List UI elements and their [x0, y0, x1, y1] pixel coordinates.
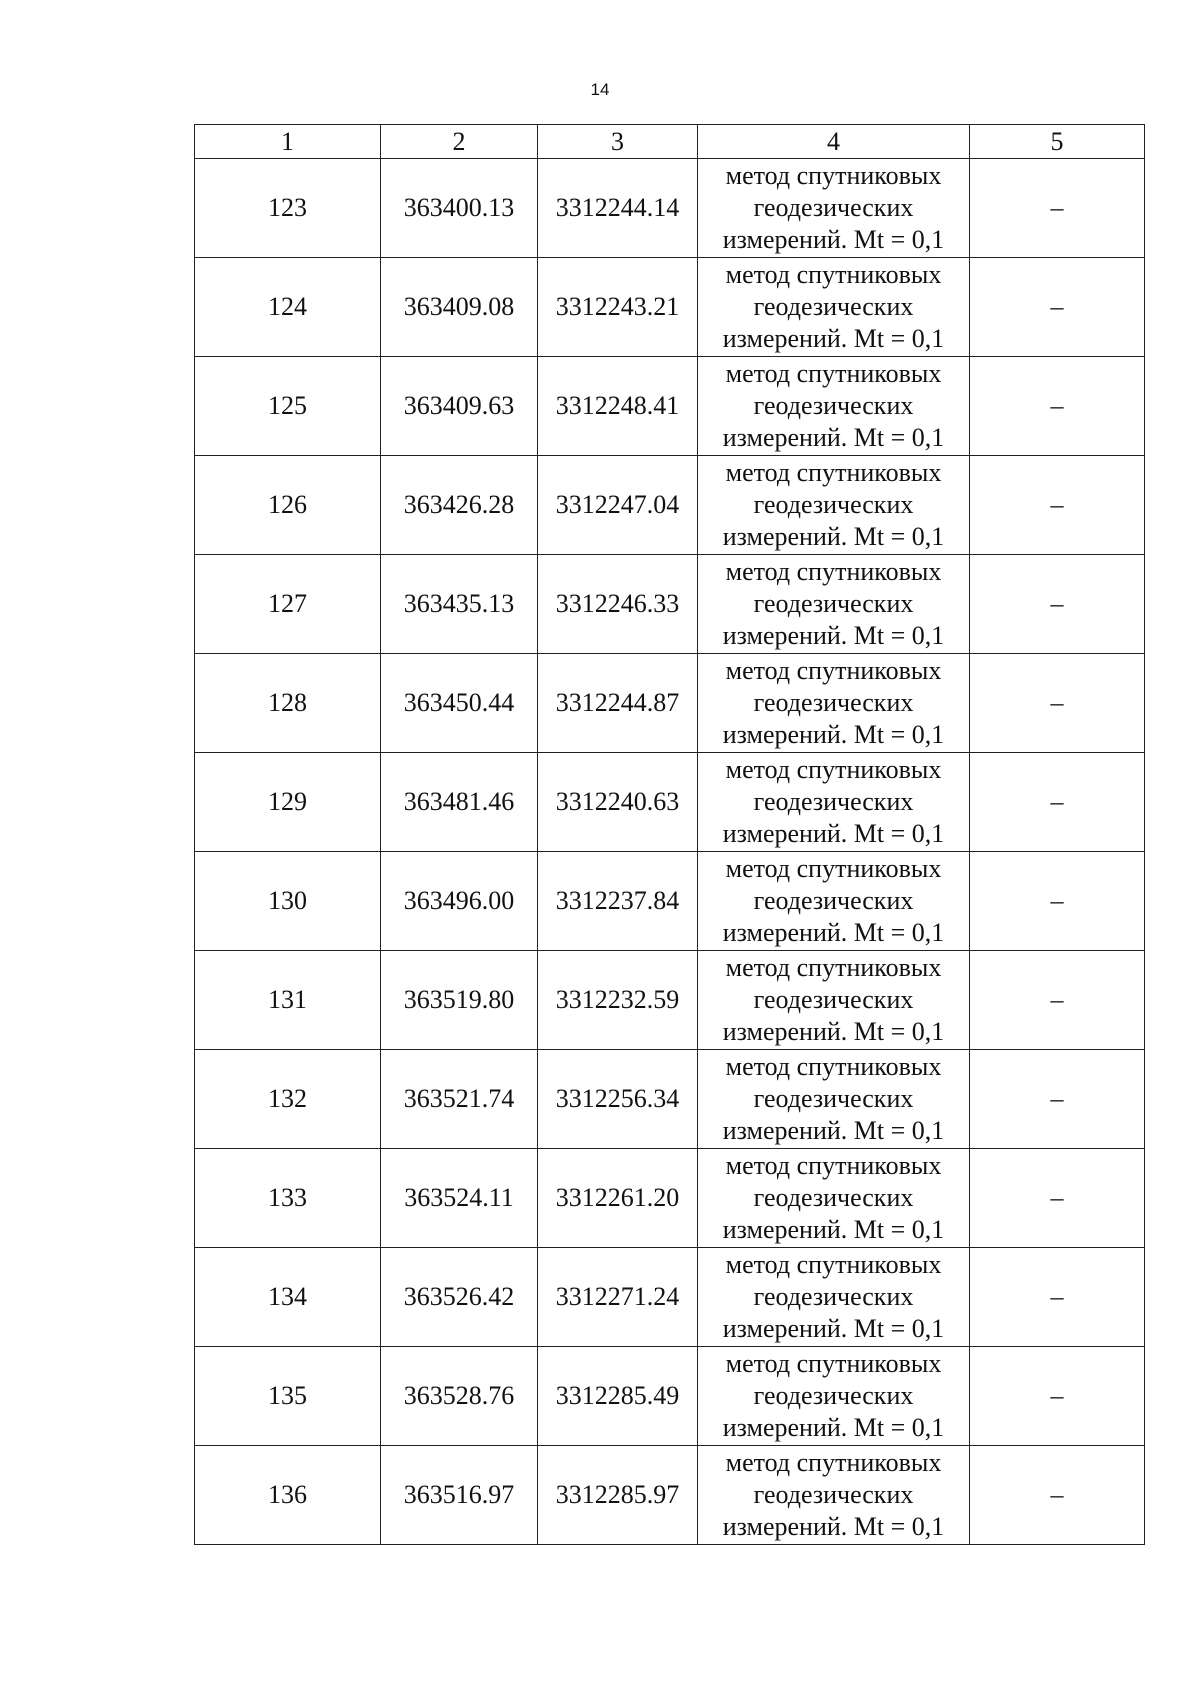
- y-coordinate-cell: 3312285.97: [538, 1446, 698, 1545]
- y-coordinate-cell: 3312246.33: [538, 555, 698, 654]
- x-coordinate-cell: 363426.28: [381, 456, 538, 555]
- method-cell: метод спутниковых геодезических измерений. Mt = 0,1: [698, 357, 970, 456]
- column-header-4: 4: [698, 125, 970, 159]
- note-cell: –: [970, 456, 1145, 555]
- method-cell: метод спутниковых геодезических измерений. Mt = 0,1: [698, 1446, 970, 1545]
- table-row: [195, 654, 1145, 753]
- table-row: [195, 1248, 1145, 1347]
- table-row: [195, 852, 1145, 951]
- x-coordinate-cell: 363526.42: [381, 1248, 538, 1347]
- method-cell: метод спутниковых геодезических измерений. Mt = 0,1: [698, 1149, 970, 1248]
- note-cell: –: [970, 753, 1145, 852]
- x-coordinate-cell: 363481.46: [381, 753, 538, 852]
- note-cell: –: [970, 951, 1145, 1050]
- note-cell: –: [970, 1347, 1145, 1446]
- point-number-cell: 136: [195, 1446, 381, 1545]
- table-row: [195, 1149, 1145, 1248]
- point-number-cell: 132: [195, 1050, 381, 1149]
- point-number-cell: 126: [195, 456, 381, 555]
- table-row: [195, 1347, 1145, 1446]
- x-coordinate-cell: 363435.13: [381, 555, 538, 654]
- table-row: [195, 456, 1145, 555]
- note-cell: –: [970, 654, 1145, 753]
- table-row: [195, 753, 1145, 852]
- y-coordinate-cell: 3312240.63: [538, 753, 698, 852]
- table-header-row: [195, 125, 1145, 159]
- point-number-cell: 135: [195, 1347, 381, 1446]
- x-coordinate-cell: 363409.08: [381, 258, 538, 357]
- point-number-cell: 130: [195, 852, 381, 951]
- x-coordinate-cell: 363516.97: [381, 1446, 538, 1545]
- x-coordinate-cell: 363519.80: [381, 951, 538, 1050]
- y-coordinate-cell: 3312256.34: [538, 1050, 698, 1149]
- note-cell: –: [970, 357, 1145, 456]
- column-header-1: 1: [195, 125, 381, 159]
- table-row: [195, 1446, 1145, 1545]
- method-cell: метод спутниковых геодезических измерений. Mt = 0,1: [698, 951, 970, 1050]
- point-number-cell: 131: [195, 951, 381, 1050]
- method-cell: метод спутниковых геодезических измерений. Mt = 0,1: [698, 1347, 970, 1446]
- y-coordinate-cell: 3312271.24: [538, 1248, 698, 1347]
- method-cell: метод спутниковых геодезических измерений. Mt = 0,1: [698, 1050, 970, 1149]
- column-header-3: 3: [538, 125, 698, 159]
- y-coordinate-cell: 3312237.84: [538, 852, 698, 951]
- method-cell: метод спутниковых геодезических измерений. Mt = 0,1: [698, 753, 970, 852]
- point-number-cell: 124: [195, 258, 381, 357]
- note-cell: –: [970, 1050, 1145, 1149]
- column-header-2: 2: [381, 125, 538, 159]
- note-cell: –: [970, 555, 1145, 654]
- method-cell: метод спутниковых геодезических измерений. Mt = 0,1: [698, 654, 970, 753]
- method-cell: метод спутниковых геодезических измерений. Mt = 0,1: [698, 258, 970, 357]
- y-coordinate-cell: 3312261.20: [538, 1149, 698, 1248]
- page-number: 14: [590, 80, 610, 99]
- coordinates-table: [194, 124, 1145, 1545]
- x-coordinate-cell: 363400.13: [381, 159, 538, 258]
- table-row: [195, 555, 1145, 654]
- y-coordinate-cell: 3312247.04: [538, 456, 698, 555]
- column-header-5: 5: [970, 125, 1145, 159]
- point-number-cell: 133: [195, 1149, 381, 1248]
- note-cell: –: [970, 1248, 1145, 1347]
- table-row: [195, 258, 1145, 357]
- method-cell: метод спутниковых геодезических измерений. Mt = 0,1: [698, 555, 970, 654]
- x-coordinate-cell: 363409.63: [381, 357, 538, 456]
- y-coordinate-cell: 3312248.41: [538, 357, 698, 456]
- note-cell: –: [970, 258, 1145, 357]
- note-cell: –: [970, 1446, 1145, 1545]
- method-cell: метод спутниковых геодезических измерений. Mt = 0,1: [698, 1248, 970, 1347]
- note-cell: –: [970, 852, 1145, 951]
- table-row: [195, 159, 1145, 258]
- note-cell: –: [970, 159, 1145, 258]
- y-coordinate-cell: 3312244.87: [538, 654, 698, 753]
- table-body: [195, 159, 1145, 1545]
- point-number-cell: 134: [195, 1248, 381, 1347]
- x-coordinate-cell: 363524.11: [381, 1149, 538, 1248]
- table-row: [195, 357, 1145, 456]
- point-number-cell: 127: [195, 555, 381, 654]
- point-number-cell: 128: [195, 654, 381, 753]
- method-cell: метод спутниковых геодезических измерений. Mt = 0,1: [698, 159, 970, 258]
- x-coordinate-cell: 363496.00: [381, 852, 538, 951]
- point-number-cell: 129: [195, 753, 381, 852]
- y-coordinate-cell: 3312243.21: [538, 258, 698, 357]
- note-cell: –: [970, 1149, 1145, 1248]
- y-coordinate-cell: 3312285.49: [538, 1347, 698, 1446]
- point-number-cell: 123: [195, 159, 381, 258]
- table-row: [195, 1050, 1145, 1149]
- method-cell: метод спутниковых геодезических измерений. Mt = 0,1: [698, 852, 970, 951]
- x-coordinate-cell: 363450.44: [381, 654, 538, 753]
- table-row: [195, 951, 1145, 1050]
- y-coordinate-cell: 3312244.14: [538, 159, 698, 258]
- method-cell: метод спутниковых геодезических измерений. Mt = 0,1: [698, 456, 970, 555]
- y-coordinate-cell: 3312232.59: [538, 951, 698, 1050]
- point-number-cell: 125: [195, 357, 381, 456]
- x-coordinate-cell: 363528.76: [381, 1347, 538, 1446]
- x-coordinate-cell: 363521.74: [381, 1050, 538, 1149]
